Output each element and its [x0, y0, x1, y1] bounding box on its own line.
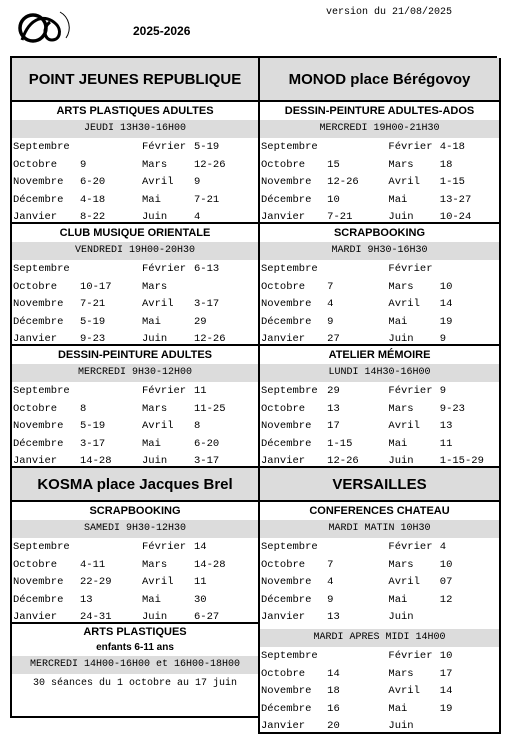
activity-title: CLUB MUSIQUE ORIENTALE	[59, 227, 211, 239]
session-dates: 8	[80, 402, 87, 415]
activity-arts-plastiques-enfants	[12, 624, 258, 694]
left-column	[12, 58, 258, 716]
month-name: Février	[388, 649, 433, 662]
month-name: Septembre	[261, 649, 318, 662]
session-dates: 8-22	[80, 211, 106, 224]
activity-subtitle: enfants 6-11 ans	[96, 642, 174, 653]
activity-atelier-memoire	[260, 346, 499, 468]
month-name: Octobre	[261, 558, 306, 571]
month-row	[12, 314, 258, 332]
activity-title: ARTS PLASTIQUES ADULTES	[56, 105, 214, 117]
month-row	[12, 401, 258, 419]
activity-schedule: MARDI 9H30-16H30	[260, 242, 499, 260]
session-dates: 7-21	[80, 298, 106, 311]
session-dates: 13	[80, 593, 93, 606]
month-name: Novembre	[13, 576, 64, 589]
session-dates: 16	[327, 702, 340, 715]
session-dates: 07	[439, 576, 453, 589]
month-name: Septembre	[13, 385, 70, 397]
month-name: Mars	[388, 402, 414, 415]
month-name: Décembre	[261, 315, 312, 328]
month-name: Avril	[388, 420, 420, 433]
month-name: Avril	[388, 298, 420, 311]
month-name: Décembre	[261, 702, 312, 715]
month-name: Octobre	[13, 280, 58, 293]
month-name: Septembre	[13, 263, 70, 275]
month-name: Janvier	[13, 455, 58, 468]
activity-title: DESSIN-PEINTURE ADULTES-ADOS	[284, 105, 475, 117]
month-name: Mars	[142, 402, 168, 415]
session-dates: 14	[327, 667, 340, 680]
session-dates: 5-19	[194, 141, 220, 153]
session-dates: 9-23	[439, 402, 465, 415]
month-name: Avril	[388, 685, 420, 698]
session-dates	[80, 383, 142, 401]
month-name: Octobre	[261, 667, 306, 680]
month-row	[260, 279, 499, 297]
month-row	[260, 139, 499, 157]
month-row	[12, 539, 258, 557]
session-dates: 1-15	[439, 176, 465, 189]
month-name: Avril	[142, 298, 174, 311]
session-dates: 10	[327, 193, 340, 206]
activity-scrapbooking-monod	[260, 224, 499, 346]
month-name: Décembre	[261, 593, 312, 606]
activity-schedule: SAMEDI 9H30-12H30	[12, 520, 258, 538]
month-name: Novembre	[261, 176, 312, 189]
activity-note: 30 séances du 1 octobre au 17 juin	[32, 678, 238, 689]
month-name: Juin	[142, 611, 168, 624]
session-dates: 30	[194, 593, 207, 606]
session-dates	[80, 139, 142, 157]
month-row	[12, 174, 258, 192]
session-dates	[440, 261, 499, 279]
activity-dessin-peinture-adultes-ados	[260, 102, 499, 224]
month-name: Janvier	[261, 720, 306, 733]
session-dates: 4-11	[80, 558, 106, 571]
session-dates: 11	[194, 385, 207, 397]
month-name: Septembre	[261, 541, 318, 553]
session-dates: 4-18	[439, 141, 465, 153]
month-name: Novembre	[261, 576, 312, 589]
session-dates: 24-31	[80, 611, 112, 624]
month-name: Mai	[142, 193, 161, 206]
month-name: Février	[388, 141, 433, 153]
session-dates: 11	[194, 576, 207, 589]
session-dates: 13-27	[439, 193, 472, 206]
month-name: Mai	[142, 593, 161, 606]
session-dates: 6-20	[80, 176, 106, 189]
month-name: Novembre	[13, 176, 64, 189]
month-name: Juin	[388, 455, 414, 468]
month-name: Mars	[388, 558, 414, 571]
session-dates: 19	[439, 315, 453, 328]
month-name: Février	[142, 541, 187, 553]
month-name: Avril	[388, 176, 420, 189]
activity-schedule: MERCREDI 9H30-12H00	[12, 364, 258, 382]
month-row	[260, 192, 499, 210]
session-dates: 4	[194, 211, 201, 224]
session-dates: 4-18	[80, 193, 106, 206]
session-dates: 9	[327, 593, 334, 606]
month-name: Mars	[142, 158, 168, 171]
activity-schedule-afternoon: MARDI APRES MIDI 14H00	[260, 629, 499, 647]
month-row	[12, 261, 258, 279]
venue-versailles: VERSAILLES	[260, 468, 499, 502]
activity-title: ATELIER MÉMOIRE	[328, 349, 431, 361]
month-name: Décembre	[13, 193, 64, 206]
session-dates: 14-28	[80, 455, 112, 468]
session-dates: 10	[439, 558, 453, 571]
session-dates	[327, 539, 388, 557]
session-dates: 12-26	[327, 455, 359, 468]
month-row	[260, 718, 499, 736]
month-row	[12, 383, 258, 401]
session-dates: 6-27	[194, 611, 220, 624]
month-name: Mars	[142, 280, 168, 293]
session-dates: 9-23	[80, 333, 106, 346]
session-dates: 12	[439, 593, 453, 606]
session-dates: 4	[439, 541, 447, 553]
month-name: Janvier	[261, 611, 306, 624]
session-dates: 6-13	[194, 263, 220, 275]
month-name: Janvier	[13, 611, 58, 624]
month-row	[12, 418, 258, 436]
activity-conferences-chateau	[260, 502, 499, 736]
session-dates: 7-21	[194, 193, 220, 206]
month-row	[12, 436, 258, 454]
session-dates	[327, 139, 388, 157]
session-dates: 22-29	[80, 576, 112, 589]
session-dates: 17	[327, 420, 340, 433]
month-row	[12, 157, 258, 175]
session-dates	[327, 261, 388, 279]
month-name: Novembre	[261, 420, 312, 433]
venue-point-jeunes: POINT JEUNES REPUBLIQUE	[12, 58, 258, 102]
activity-title: SCRAPBOOKING	[89, 505, 181, 517]
session-dates: 10	[439, 649, 453, 662]
month-row	[12, 296, 258, 314]
session-dates: 14-28	[194, 558, 226, 571]
session-dates: 20	[327, 720, 340, 733]
session-dates: 27	[327, 333, 340, 346]
month-row	[260, 261, 499, 279]
month-name: Décembre	[261, 437, 312, 450]
activity-title: ARTS PLASTIQUES	[83, 626, 187, 638]
session-dates	[80, 539, 142, 557]
activity-arts-plastiques-adultes	[12, 102, 258, 224]
month-name: Février	[388, 385, 433, 397]
month-name: Avril	[388, 576, 420, 589]
month-row	[12, 453, 258, 471]
month-name: Mai	[388, 593, 408, 606]
session-dates: 11-25	[194, 402, 226, 415]
month-row	[12, 279, 258, 297]
activity-dessin-peinture-adultes	[12, 346, 258, 468]
session-dates: 4	[327, 298, 334, 311]
right-column	[258, 58, 501, 734]
session-dates: 3-17	[80, 437, 106, 450]
month-row	[260, 539, 499, 557]
month-name: Septembre	[261, 141, 318, 153]
month-row	[12, 574, 258, 592]
month-name: Novembre	[13, 420, 64, 433]
month-row	[260, 592, 499, 610]
activity-club-musique-orientale	[12, 224, 258, 346]
month-name: Décembre	[261, 193, 312, 206]
month-name: Janvier	[261, 333, 306, 346]
month-name: Juin	[142, 333, 168, 346]
session-dates: 14	[439, 298, 453, 311]
session-dates: 1-15	[327, 437, 353, 450]
month-name: Septembre	[13, 141, 70, 153]
activity-title: DESSIN-PEINTURE ADULTES	[57, 349, 212, 361]
month-name: Janvier	[261, 455, 306, 468]
month-name: Juin	[142, 455, 168, 468]
session-dates	[80, 261, 142, 279]
season-year: 2025-2026	[133, 24, 191, 38]
month-row	[260, 666, 499, 684]
schedule-grid	[10, 56, 497, 733]
month-name: Janvier	[261, 211, 306, 224]
month-name: Février	[388, 263, 433, 275]
month-name: Mars	[142, 558, 168, 571]
session-dates: 11	[439, 437, 453, 450]
session-dates: 8	[194, 420, 201, 433]
month-name: Juin	[388, 333, 414, 346]
session-dates: 3-17	[194, 298, 220, 311]
month-name: Octobre	[261, 158, 306, 171]
month-name: Décembre	[13, 315, 64, 328]
session-dates: 5-19	[80, 420, 106, 433]
activity-schedule: MARDI MATIN 10H30	[260, 520, 499, 538]
session-dates: 12-26	[194, 333, 226, 346]
month-name: Décembre	[13, 437, 64, 450]
month-name: Novembre	[261, 298, 312, 311]
session-dates: 5-19	[80, 315, 106, 328]
month-name: Novembre	[261, 685, 312, 698]
month-name: Mai	[388, 437, 408, 450]
month-name: Juin	[388, 211, 414, 224]
month-row	[12, 139, 258, 157]
month-name: Décembre	[13, 593, 64, 606]
month-row	[260, 574, 499, 592]
session-dates	[327, 648, 388, 666]
month-row	[260, 436, 499, 454]
session-dates: 7	[327, 558, 334, 571]
month-row	[260, 157, 499, 175]
month-name: Avril	[142, 576, 174, 589]
month-name: Février	[388, 541, 433, 553]
month-name: Mai	[142, 437, 161, 450]
session-dates: 10	[439, 280, 453, 293]
month-name: Septembre	[261, 385, 318, 397]
month-name: Juin	[388, 611, 414, 624]
month-row	[260, 314, 499, 332]
session-dates: 9	[439, 385, 447, 397]
session-dates: 10-24	[439, 211, 472, 224]
month-row	[260, 383, 499, 401]
activity-title: CONFERENCES CHATEAU	[309, 505, 450, 517]
month-name: Octobre	[13, 402, 58, 415]
session-dates: 29	[327, 385, 340, 397]
activity-scrapbooking-kosma	[12, 502, 258, 624]
month-row	[260, 683, 499, 701]
month-name: Février	[142, 385, 187, 397]
session-dates: 4	[327, 576, 334, 589]
venue-monod: MONOD place Bérégovoy	[260, 58, 499, 102]
month-name: Mars	[388, 158, 414, 171]
month-row	[260, 557, 499, 575]
month-row	[260, 701, 499, 719]
month-name: Mai	[388, 193, 408, 206]
month-name: Janvier	[13, 333, 58, 346]
session-dates: 1-15-29	[439, 455, 484, 468]
month-name: Octobre	[261, 280, 306, 293]
version-date: version du 21/08/2025	[326, 7, 453, 18]
session-dates: 17	[439, 667, 453, 680]
month-name: Juin	[142, 211, 168, 224]
session-dates: 29	[194, 315, 207, 328]
session-dates: 12-26	[194, 158, 226, 171]
month-name: Mars	[388, 280, 414, 293]
activity-schedule: LUNDI 14H30-16H00	[260, 364, 499, 382]
month-name: Février	[142, 141, 187, 153]
session-dates: 9	[194, 176, 201, 189]
activity-schedule: MERCREDI 19H00-21H30	[260, 120, 499, 138]
session-dates: 9	[439, 333, 447, 346]
month-name: Novembre	[13, 298, 64, 311]
month-name: Mars	[388, 667, 414, 680]
session-dates: 13	[327, 611, 340, 624]
association-logo-icon	[16, 6, 74, 48]
activity-schedule: MERCREDI 14H00-16H00 et 16H00-18H00	[12, 656, 258, 674]
month-row	[260, 648, 499, 666]
activity-schedule: VENDREDI 19H00-20H30	[12, 242, 258, 260]
activity-title: SCRAPBOOKING	[333, 227, 426, 239]
month-name: Mai	[388, 702, 408, 715]
month-row	[260, 401, 499, 419]
month-name: Octobre	[261, 402, 306, 415]
month-name: Octobre	[13, 558, 58, 571]
session-dates: 7	[327, 280, 334, 293]
month-row	[260, 174, 499, 192]
session-dates: 9	[327, 315, 334, 328]
session-dates: 7-21	[327, 211, 353, 224]
month-row	[260, 609, 499, 627]
month-name: Avril	[142, 176, 174, 189]
session-dates: 12-26	[327, 176, 359, 189]
session-dates: 9	[80, 158, 87, 171]
month-row	[260, 296, 499, 314]
month-name: Avril	[142, 420, 174, 433]
session-dates: 14	[194, 541, 207, 553]
session-dates: 6-20	[194, 437, 220, 450]
venue-kosma: KOSMA place Jacques Brel	[12, 468, 258, 502]
session-dates	[194, 279, 254, 297]
session-dates: 15	[327, 158, 340, 171]
month-name: Octobre	[13, 158, 58, 171]
activity-schedule: JEUDI 13H30-16H00	[12, 120, 258, 138]
session-dates	[440, 718, 499, 736]
month-name: Mai	[388, 315, 408, 328]
month-name: Février	[142, 263, 187, 275]
month-row	[12, 192, 258, 210]
session-dates: 18	[439, 158, 453, 171]
session-dates: 13	[327, 402, 340, 415]
session-dates: 10-17	[80, 280, 112, 293]
session-dates: 14	[439, 685, 453, 698]
month-name: Mai	[142, 315, 161, 328]
month-row	[12, 557, 258, 575]
session-dates: 13	[439, 420, 453, 433]
month-name: Janvier	[13, 211, 58, 224]
month-row	[12, 592, 258, 610]
session-dates: 19	[439, 702, 453, 715]
month-name: Septembre	[261, 263, 318, 275]
month-row	[260, 453, 499, 471]
session-dates: 18	[327, 685, 340, 698]
session-dates: 3-17	[194, 455, 220, 468]
month-row	[260, 418, 499, 436]
month-name: Septembre	[13, 541, 70, 553]
session-dates	[440, 609, 499, 627]
month-name: Juin	[388, 720, 414, 733]
